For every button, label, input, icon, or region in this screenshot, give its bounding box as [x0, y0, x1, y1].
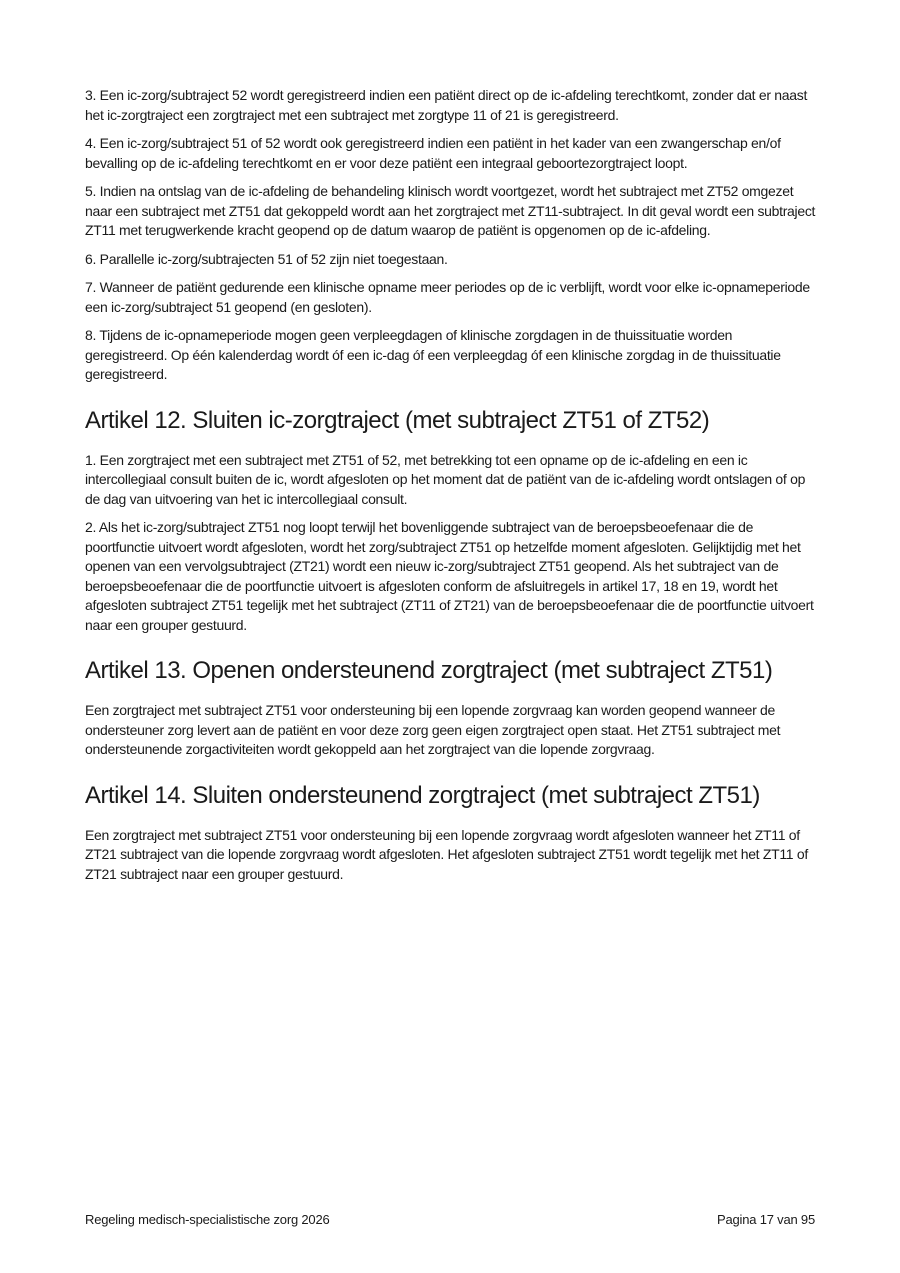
page-footer: [85, 1212, 815, 1227]
footer-page-number: Pagina 17 van 95: [717, 1212, 815, 1227]
paragraph-4: 4. Een ic-zorg/subtraject 51 of 52 wordt ook geregistreerd indien een patiënt in het kader van een zwangerschap en/of bevalling op de ic-afdeling terechtkomt en er voor deze patiënt een integraal geboortezorgtraject loopt.: [85, 135, 781, 171]
paragraph-5: 5. Indien na ontslag van de ic-afdeling de behandeling klinisch wordt voortgezet, wordt het subtraject met ZT52 omgezet naar een subtraject met ZT51 dat gekoppeld wordt aan het zorgtraject met ZT11-subtraject. In dit geval wordt een subtraject ZT11 met terugwerkende kracht geopend op de datum waarop de patiënt is opgenomen op de ic-afdeling.: [85, 183, 816, 238]
article-13-paragraph: Een zorgtraject met subtraject ZT51 voor ondersteuning bij een lopende zorgvraag kan worden geopend wanneer de ondersteuner zorg levert aan de patiënt en voor deze zorg geen eigen zorgtraject open staat. Het ZT51 subtraject met ondersteunende zorgactiviteiten wordt gekoppeld aan het zorgtraject van die lopende zorgvraag.: [85, 702, 781, 757]
article-12-paragraph-1: 1. Een zorgtraject met een subtraject met ZT51 of 52, met betrekking tot een opname op de ic-afdeling en een ic intercollegiaal consult buiten de ic, wordt afgesloten op het moment dat de patiënt van de ic-afdeling wordt ontslagen of op de dag van uitvoering van het ic intercollegiaal consult.: [85, 451, 806, 507]
article-14-paragraph: Een zorgtraject met subtraject ZT51 voor ondersteuning bij een lopende zorgvraag wordt afgesloten wanneer het ZT11 of ZT21 subtraject van die lopende zorgvraag wordt afgesloten. Het afgesloten subtraject ZT51 wordt tegelijk met het ZT11 of ZT21 subtraject naar een grouper gestuurd.: [85, 826, 808, 882]
paragraph-6: 6. Parallelle ic-zorg/subtrajecten 51 of 52 zijn niet toegestaan.: [85, 250, 448, 267]
paragraph-7: 7. Wanneer de patiënt gedurende een klinische opname meer periodes op de ic verblijft, wordt voor elke ic-opnameperiode een ic-zorg/subtraject 51 geopend (en gesloten).: [85, 279, 810, 315]
article-12-heading: Artikel 12. Sluiten ic-zorgtraject (met subtraject ZT51 of ZT52): [85, 406, 710, 434]
paragraph-8: 8. Tijdens de ic-opnameperiode mogen geen verpleegdagen of klinische zorgdagen in de thuissituatie worden geregistreerd. Op één kalenderdag wordt óf een ic-dag óf een verpleegdag óf een klinische zorgdag in de thuissituatie geregistreerd.: [85, 327, 781, 382]
paragraph-3: 3. Een ic-zorg/subtraject 52 wordt geregistreerd indien een patiënt direct op de ic-afdeling terechtkomt, zonder dat er naast het ic-zorgtraject een zorgtraject met een subtraject met zorgtype 11 of 21 is geregistreerd.: [85, 87, 808, 123]
article-14-heading: Artikel 14. Sluiten ondersteunend zorgtraject (met subtraject ZT51): [85, 781, 760, 809]
document-body: [85, 86, 817, 893]
footer-document-title: Regeling medisch-specialistische zorg 2026: [85, 1212, 330, 1227]
article-12-paragraph-2: 2. Als het ic-zorg/subtraject ZT51 nog loopt terwijl het bovenliggende subtraject van de beroepsbeoefenaar die de poortfunctie uitvoert wordt afgesloten, wordt het zorg/subtraject ZT51 op hetzelfde moment afgesloten. Gelijktijdig met het openen van een vervolgsubtraject (ZT21) wordt een nieuw ic-zorg/subtraject ZT51 geopend. Als het subtraject van de beroepsbeoefenaar die de poortfunctie uitvoert is afgesloten conform de afsluitregels in artikel 17, 18 en 19, wordt het afgesloten subtraject ZT51 tegelijk met het subtraject (ZT11 of ZT21) van de beroepsbeoefenaar die de poortfunctie uitvoert naar een grouper gestuurd.: [85, 519, 814, 633]
article-13-heading: Artikel 13. Openen ondersteunend zorgtraject (met subtraject ZT51): [85, 657, 773, 684]
